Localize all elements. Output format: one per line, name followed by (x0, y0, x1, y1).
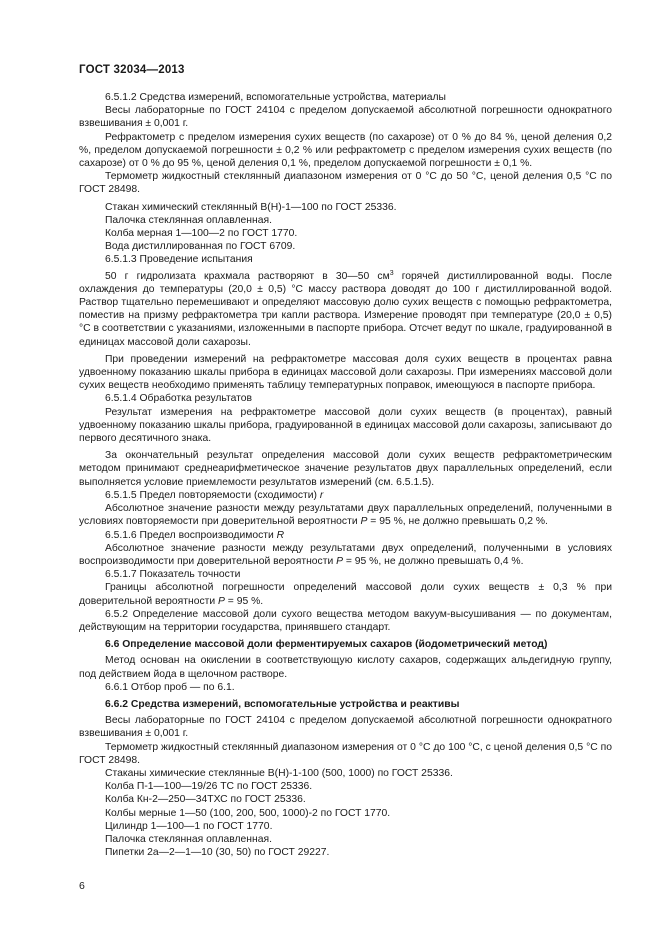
list-item: Колбы мерные 1—50 (100, 200, 500, 1000)-2 по ГОСТ 1770. (105, 807, 391, 819)
list-item: Вода дистиллированная по ГОСТ 6709. (105, 241, 296, 253)
section-heading-6-5-1-4: 6.5.1.4 Обработка результатов (105, 393, 253, 405)
list-item: Палочка стеклянная оплавленная. (105, 214, 272, 226)
list-item: Колба П-1—100—19/26 ТС по ГОСТ 25336. (105, 781, 313, 793)
section-heading-6-5-1-7: 6.5.1.7 Показатель точности (105, 569, 241, 581)
paragraph: За окончательный результат определения массовой доли сухих веществ рефрактометрическим методом принимают среднеарифметическое значение результатов двух параллельных определений, если выполняется условие приемлемости результатов измерений (см. 6.5.1.5). (79, 450, 612, 488)
list-item: Стакан химический стеклянный В(Н)-1—100 по ГОСТ 25336. (105, 201, 397, 213)
paragraph: Абсолютное значение разности между результатами двух определений, полученными в условиях воспроизводимости при доверительной вероятности P = 95 %, не должно превышать 0,4 %. (79, 542, 612, 567)
document-body (79, 91, 612, 859)
list-item: Цилиндр 1—100—1 по ГОСТ 1770. (105, 820, 273, 832)
section-heading-6-5-2: 6.5.2 Определение массовой доли сухого вещества методом вакуум-высушивания — по документам, действующим на территории государства, принявшего стандарт. (79, 608, 612, 633)
paragraph: При проведении измерений на рефрактометре массовая доля сухих веществ в процентах равна удвоенному показанию шкалы прибора в единицах массовой доли сахарозы. При измерениях массовой доли сухих веществ необходимо применять таблицу температурных поправок, имеющуюся в паспорте прибора. (79, 353, 612, 392)
list-item: Колба мерная 1—100—2 по ГОСТ 1770. (105, 228, 298, 240)
document-header: ГОСТ 32034—2013 (79, 64, 185, 76)
paragraph: Рефрактометр с пределом измерения сухих веществ (по сахарозе) от 0 % до 84 %, ценой деления 0,2 %, пределом допускаемой погрешности ± 0,2 % или рефрактометр с пределом измерения сухих веществ (по сахарозе) от 0 % до 95 %, ценой деления 0,1 %, пределом допускаемой погрешности ± 0,1 %. (79, 131, 612, 170)
section-heading-6-5-1-2: 6.5.1.2 Средства измерений, вспомогательные устройства, материалы (105, 92, 446, 103)
section-heading-6-5-1-6: 6.5.1.6 Предел воспроизводимости R (105, 529, 285, 541)
paragraph: 50 г гидролизата крахмала растворяют в 30—50 $см^3$ горячей дистиллированной воды. После охлаждения до температуры (20,0 ± 0,5) °С массу раствора доводят до 100 г дистиллированной водой. Раствор тщательно перемешивают и определяют массовую долю сухих веществ с помощью рефрактометра, поместив на призму рефрактометра три капли раствора. Измерение проводят при температуре (20,0 ± 0,5) °С в соответствии с указаниями, изложенными в паспорте прибора. Отсчет ведут по шкале, градуированной в единицах массовой доли сахарозы. (79, 269, 612, 348)
section-heading-6-5-1-5: 6.5.1.5 Предел повторяемости (сходимости) r (105, 489, 324, 501)
paragraph: Границы абсолютной погрешности определений массовой доли сухих веществ ± 0,3 % при доверительной вероятности P = 95 %. (79, 582, 612, 607)
list-item: Пипетки 2а—2—1—10 (30, 50) по ГОСТ 29227. (105, 847, 330, 859)
paragraph: Абсолютное значение разности между результатами двух параллельных определений, полученными в условиях повторяемости при доверительной вероятности P = 95 %, не должно превышать 0,2 %. (79, 503, 612, 528)
page-number: 6 (79, 880, 85, 892)
section-heading-6-6-2: 6.6.2 Средства измерений, вспомогательные устройства и реактивы (105, 698, 460, 710)
paragraph: Термометр жидкостный стеклянный диапазоном измерения от 0 °С до 50 °С, ценой деления 0,5 °С по ГОСТ 28498. (79, 171, 612, 196)
list-item: Колба Кн-2—250—34ТХС по ГОСТ 25336. (105, 794, 306, 806)
paragraph: Термометр жидкостный стеклянный диапазоном измерения от 0 °С до 100 °С, с ценой деления 0,5 °С по ГОСТ 28498. (79, 741, 612, 766)
section-heading-6-6: 6.6 Определение массовой доли ферментируемых сахаров (йодометрический метод) (105, 639, 548, 651)
paragraph: Весы лабораторные по ГОСТ 24104 с пределом допускаемой абсолютной погрешности однократного взвешивания ± 0,001 г. (79, 105, 612, 130)
list-item: Палочка стеклянная оплавленная. (105, 833, 272, 845)
paragraph: Метод основан на окислении в соответствующую кислоту сахаров, содержащих альдегидную группу, под действием йода в щелочном растворе. (79, 655, 612, 680)
paragraph: Результат измерения на рефрактометре массовой доли сухих веществ (в процентах), равный удвоенному показанию шкалы прибора, градуированной в единицах массовой доли сахарозы, записывают до первого десятичного знака. (79, 406, 612, 445)
paragraph: Весы лабораторные по ГОСТ 24104 с пределом допускаемой абсолютной погрешности однократного взвешивания ± 0,001 г. (79, 715, 612, 740)
section-heading-6-6-1: 6.6.1 Отбор проб — по 6.1. (105, 681, 235, 693)
list-item: Стаканы химические стеклянные В(Н)-1-100 (500, 1000) по ГОСТ 25336. (105, 767, 453, 779)
section-heading-6-5-1-3: 6.5.1.3 Проведение испытания (105, 254, 253, 266)
